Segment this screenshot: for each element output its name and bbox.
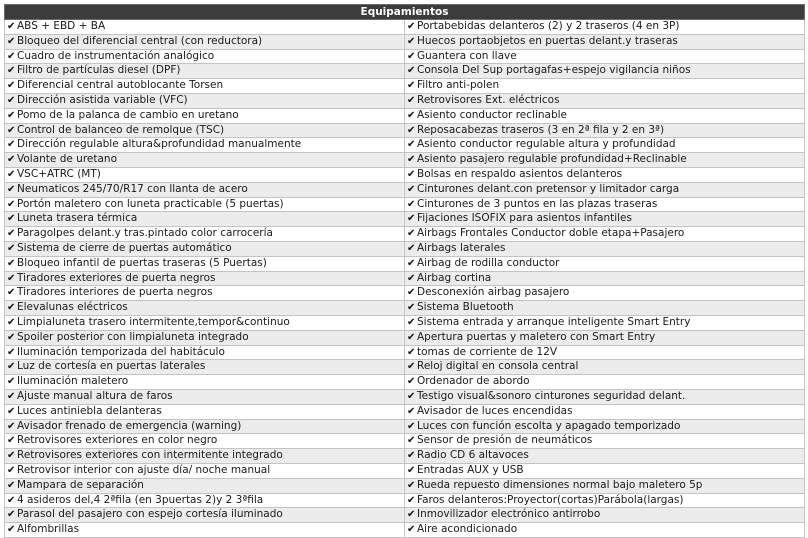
equipment-label: Filtro de partículas diesel (DPF) — [17, 64, 181, 77]
equipment-label: Retrovisor interior con ajuste día/ noche manual — [17, 463, 271, 476]
equipment-label: Cinturones delant.con pretensor y limitador carga — [417, 182, 680, 195]
equipment-label: Luces antiniebla delanteras — [17, 404, 162, 417]
equipment-label: Retrovisores Ext. eléctricos — [417, 93, 560, 106]
equipment-cell-left — [5, 79, 405, 94]
check-icon: ✔ — [7, 124, 16, 136]
equipment-label: Tiradores exteriores de puerta negros — [17, 271, 216, 284]
check-icon: ✔ — [7, 35, 16, 47]
equipment-cell-right — [405, 34, 805, 49]
equipment-cell-right — [405, 123, 805, 138]
equipment-cell-left — [5, 449, 405, 464]
check-icon: ✔ — [7, 509, 16, 521]
table-row — [5, 79, 805, 94]
equipment-cell-right — [405, 49, 805, 64]
check-icon: ✔ — [407, 287, 416, 299]
equipment-cell-right — [405, 508, 805, 523]
equipment-label: Portabebidas delanteros (2) y 2 traseros (4 en 3P) — [417, 20, 680, 32]
check-icon: ✔ — [7, 405, 16, 417]
equipment-label: Mampara de separación — [17, 478, 144, 491]
equipment-cell-right — [405, 449, 805, 464]
equipment-label: Faros delanteros:Proyector(cortas)Parábola(largas) — [417, 493, 684, 506]
equipment-label: Neumaticos 245/70/R17 con llanta de acero — [17, 182, 248, 195]
table-row — [5, 449, 805, 464]
equipment-cell-left — [5, 286, 405, 301]
equipment-cell-left — [5, 167, 405, 182]
check-icon: ✔ — [7, 21, 16, 32]
table-row — [5, 330, 805, 345]
table-row — [5, 375, 805, 390]
equipment-cell-left — [5, 478, 405, 493]
check-icon: ✔ — [407, 168, 416, 180]
equipment-label: Ordenador de abordo — [417, 375, 530, 388]
check-icon: ✔ — [7, 479, 16, 491]
equipment-cell-left — [5, 301, 405, 316]
check-icon: ✔ — [407, 228, 416, 240]
equipment-label: Bloqueo infantil de puertas traseras (5 Puertas) — [17, 256, 267, 269]
equipment-label: Parasol del pasajero con espejo cortesía iluminado — [17, 508, 283, 521]
equipment-cell-right — [405, 167, 805, 182]
equipment-cell-right — [405, 389, 805, 404]
check-icon: ✔ — [407, 494, 416, 506]
check-icon: ✔ — [7, 198, 16, 210]
table-row — [5, 123, 805, 138]
equipment-label: Paragolpes delant.y tras.pintado color carrocería — [17, 227, 273, 240]
table-header-row — [5, 5, 805, 20]
check-icon: ✔ — [7, 80, 16, 92]
equipment-cell-left — [5, 463, 405, 478]
equipment-label: Retrovisores exteriores en color negro — [17, 434, 218, 447]
check-icon: ✔ — [407, 50, 416, 62]
check-icon: ✔ — [7, 390, 16, 402]
equipment-label: Airbag cortina — [417, 271, 492, 284]
equipment-cell-right — [405, 79, 805, 94]
table-row — [5, 523, 805, 538]
table-row — [5, 301, 805, 316]
equipment-cell-right — [405, 20, 805, 35]
equipment-cell-right — [405, 375, 805, 390]
check-icon: ✔ — [407, 139, 416, 151]
equipment-label: Airbags laterales — [417, 241, 506, 254]
check-icon: ✔ — [7, 361, 16, 373]
equipment-label: Dirección asistida variable (VFC) — [17, 93, 188, 106]
table-row — [5, 508, 805, 523]
check-icon: ✔ — [407, 242, 416, 254]
table-body — [5, 20, 805, 538]
check-icon: ✔ — [407, 94, 416, 106]
equipment-cell-left — [5, 197, 405, 212]
equipment-label: Reposacabezas traseros (3 en 2ª fila y 2 en 3ª) — [417, 123, 665, 136]
equipment-cell-right — [405, 404, 805, 419]
equipment-label: Cinturones de 3 puntos en las plazas traseras — [417, 197, 658, 210]
equipment-label: Asiento conductor reclinable — [417, 108, 567, 121]
check-icon: ✔ — [7, 524, 16, 536]
check-icon: ✔ — [7, 435, 16, 447]
check-icon: ✔ — [7, 183, 16, 195]
table-row — [5, 286, 805, 301]
check-icon: ✔ — [407, 435, 416, 447]
check-icon: ✔ — [407, 213, 416, 225]
equipment-label: Elevalunas eléctricos — [17, 301, 128, 314]
equipment-label: Rueda repuesto dimensiones normal bajo maletero 5p — [417, 478, 703, 491]
check-icon: ✔ — [7, 228, 16, 240]
check-icon: ✔ — [407, 509, 416, 521]
equipment-label: Limpialuneta trasero intermitente,tempor&continuo — [17, 315, 290, 328]
table-row — [5, 227, 805, 242]
check-icon: ✔ — [407, 183, 416, 195]
equipment-label: Airbags Frontales Conductor doble etapa+Pasajero — [417, 227, 685, 240]
equipment-cell-right — [405, 182, 805, 197]
equipment-label: Testigo visual&sonoro cinturones seguridad delant. — [417, 389, 686, 402]
equipment-cell-right — [405, 478, 805, 493]
check-icon: ✔ — [7, 154, 16, 166]
check-icon: ✔ — [407, 420, 416, 432]
equipment-cell-left — [5, 64, 405, 79]
equipment-cell-left — [5, 93, 405, 108]
equipment-cell-right — [405, 286, 805, 301]
equipment-label: Reloj digital en consola central — [417, 360, 579, 373]
equipment-label: Dirección regulable altura&profundidad manualmente — [17, 138, 302, 151]
equipment-cell-right — [405, 93, 805, 108]
check-icon: ✔ — [7, 287, 16, 299]
table-row — [5, 20, 805, 35]
table-row — [5, 419, 805, 434]
check-icon: ✔ — [407, 21, 416, 32]
equipment-label: Asiento pasajero regulable profundidad+Reclinable — [417, 153, 687, 166]
equipment-label: Alfombrillas — [17, 523, 80, 536]
check-icon: ✔ — [407, 316, 416, 328]
equipment-cell-left — [5, 227, 405, 242]
equipment-cell-right — [405, 493, 805, 508]
equipment-label: Guantera con llave — [417, 49, 517, 62]
check-icon: ✔ — [7, 213, 16, 225]
equipment-cell-left — [5, 108, 405, 123]
equipment-label: Asiento conductor regulable altura y profundidad — [417, 138, 676, 151]
equipment-cell-left — [5, 345, 405, 360]
check-icon: ✔ — [407, 361, 416, 373]
equipment-cell-left — [5, 123, 405, 138]
equipment-label: Ajuste manual altura de faros — [17, 389, 173, 402]
equipment-cell-left — [5, 523, 405, 538]
table-row — [5, 241, 805, 256]
table-row — [5, 64, 805, 79]
equipment-cell-right — [405, 64, 805, 79]
equipment-cell-left — [5, 20, 405, 35]
equipment-cell-right — [405, 138, 805, 153]
table-row — [5, 108, 805, 123]
equipment-label: Airbag de rodilla conductor — [417, 256, 560, 269]
equipment-cell-left — [5, 389, 405, 404]
equipment-label: Sistema entrada y arranque inteligente Smart Entry — [417, 315, 691, 328]
equipment-cell-left — [5, 360, 405, 375]
equipment-label: Cuadro de instrumentación analógico — [17, 49, 215, 62]
check-icon: ✔ — [7, 168, 16, 180]
check-icon: ✔ — [7, 50, 16, 62]
equipment-cell-left — [5, 241, 405, 256]
equipment-label: Luz de cortesía en puertas laterales — [17, 360, 206, 373]
equipment-cell-left — [5, 404, 405, 419]
table-row — [5, 315, 805, 330]
equipment-label: tomas de corriente de 12V — [417, 345, 558, 358]
check-icon: ✔ — [7, 302, 16, 314]
check-icon: ✔ — [7, 346, 16, 358]
check-icon: ✔ — [407, 331, 416, 343]
equipment-cell-left — [5, 315, 405, 330]
table-row — [5, 463, 805, 478]
check-icon: ✔ — [7, 420, 16, 432]
equipment-label: Avisador frenado de emergencia (warning) — [17, 419, 242, 432]
equipment-label: Spoiler posterior con limpialuneta integrado — [17, 330, 249, 343]
equipment-label: VSC+ATRC (MT) — [17, 167, 101, 180]
equipment-label: Sistema de cierre de puertas automático — [17, 241, 232, 254]
table-row — [5, 389, 805, 404]
equipment-label: Radio CD 6 altavoces — [417, 449, 529, 462]
table-row — [5, 345, 805, 360]
equipment-cell-right — [405, 212, 805, 227]
equipment-cell-left — [5, 375, 405, 390]
table-row — [5, 182, 805, 197]
equipment-cell-right — [405, 315, 805, 330]
check-icon: ✔ — [407, 65, 416, 77]
equipment-label: Bolsas en respaldo asientos delanteros — [417, 167, 623, 180]
check-icon: ✔ — [7, 494, 16, 506]
equipment-label: Iluminación temporizada del habitáculo — [17, 345, 225, 358]
check-icon: ✔ — [407, 272, 416, 284]
equipment-cell-left — [5, 493, 405, 508]
equipment-label: Fijaciones ISOFIX para asientos infantiles — [417, 212, 632, 225]
equipment-cell-left — [5, 34, 405, 49]
table-row — [5, 93, 805, 108]
table-row — [5, 478, 805, 493]
equipment-label: Huecos portaobjetos en puertas delant.y traseras — [417, 34, 678, 47]
check-icon: ✔ — [407, 109, 416, 121]
equipment-cell-right — [405, 153, 805, 168]
equipment-cell-right — [405, 434, 805, 449]
table-row — [5, 34, 805, 49]
check-icon: ✔ — [407, 154, 416, 166]
equipment-cell-right — [405, 463, 805, 478]
table-row — [5, 153, 805, 168]
equipment-label: Portón maletero con luneta practicable (5 puertas) — [17, 197, 284, 210]
check-icon: ✔ — [7, 331, 16, 343]
equipment-label: Sensor de presión de neumáticos — [417, 434, 593, 447]
equipment-cell-left — [5, 419, 405, 434]
equipment-label: Entradas AUX y USB — [417, 463, 524, 476]
equipment-label: Aire acondicionado — [417, 523, 518, 536]
equipment-cell-left — [5, 434, 405, 449]
equipment-cell-left — [5, 138, 405, 153]
equipment-table-container — [4, 4, 804, 538]
equipment-cell-right — [405, 419, 805, 434]
table-row — [5, 167, 805, 182]
table-row — [5, 271, 805, 286]
check-icon: ✔ — [7, 450, 16, 462]
check-icon: ✔ — [7, 316, 16, 328]
equipment-label: Pomo de la palanca de cambio en uretano — [17, 108, 239, 121]
check-icon: ✔ — [407, 390, 416, 402]
check-icon: ✔ — [7, 272, 16, 284]
equipment-cell-left — [5, 153, 405, 168]
equipment-label: Avisador de luces encendidas — [417, 404, 573, 417]
table-row — [5, 256, 805, 271]
equipment-label: Diferencial central autoblocante Torsen — [17, 79, 224, 92]
check-icon: ✔ — [407, 346, 416, 358]
table-title: Equipamientos — [5, 5, 805, 20]
check-icon: ✔ — [407, 35, 416, 47]
equipment-cell-right — [405, 523, 805, 538]
equipment-cell-right — [405, 330, 805, 345]
check-icon: ✔ — [7, 139, 16, 151]
equipment-label: Luces con función escolta y apagado temporizado — [417, 419, 681, 432]
check-icon: ✔ — [407, 257, 416, 269]
equipment-cell-right — [405, 271, 805, 286]
check-icon: ✔ — [7, 94, 16, 106]
check-icon: ✔ — [407, 479, 416, 491]
equipment-cell-right — [405, 360, 805, 375]
equipment-cell-right — [405, 241, 805, 256]
check-icon: ✔ — [7, 464, 16, 476]
equipment-cell-right — [405, 227, 805, 242]
equipment-label: Iluminación maletero — [17, 375, 129, 388]
equipment-label: Filtro anti-polen — [417, 79, 500, 92]
equipment-label: Desconexión airbag pasajero — [417, 286, 570, 299]
check-icon: ✔ — [407, 124, 416, 136]
table-row — [5, 493, 805, 508]
check-icon: ✔ — [407, 405, 416, 417]
equipment-cell-left — [5, 256, 405, 271]
check-icon: ✔ — [407, 198, 416, 210]
equipment-cell-left — [5, 271, 405, 286]
check-icon: ✔ — [407, 376, 416, 388]
equipment-cell-right — [405, 301, 805, 316]
equipment-cell-left — [5, 508, 405, 523]
equipment-label: Retrovisores exteriores con intermitente integrado — [17, 449, 283, 462]
table-row — [5, 404, 805, 419]
equipment-cell-left — [5, 182, 405, 197]
equipment-label: Consola Del Sup portagafas+espejo vigilancia niños — [417, 64, 691, 77]
equipment-table — [4, 4, 805, 538]
equipment-label: Bloqueo del diferencial central (con reductora) — [17, 34, 263, 47]
equipment-cell-right — [405, 345, 805, 360]
check-icon: ✔ — [7, 65, 16, 77]
equipment-label: Volante de uretano — [17, 153, 118, 166]
equipment-label: Control de balanceo de remolque (TSC) — [17, 123, 225, 136]
check-icon: ✔ — [407, 302, 416, 314]
check-icon: ✔ — [7, 376, 16, 388]
table-row — [5, 197, 805, 212]
equipment-label: Sistema Bluetooth — [417, 301, 514, 314]
check-icon: ✔ — [407, 464, 416, 476]
equipment-label: Inmovilizador electrónico antirrobo — [417, 508, 601, 521]
check-icon: ✔ — [7, 109, 16, 121]
check-icon: ✔ — [407, 80, 416, 92]
equipment-cell-left — [5, 330, 405, 345]
equipment-label: ABS + EBD + BA — [17, 20, 106, 32]
table-row — [5, 360, 805, 375]
table-row — [5, 434, 805, 449]
equipment-label: Tiradores interiores de puerta negros — [17, 286, 213, 299]
equipment-label: Luneta trasera térmica — [17, 212, 138, 225]
equipment-cell-left — [5, 49, 405, 64]
check-icon: ✔ — [7, 257, 16, 269]
table-row — [5, 49, 805, 64]
equipment-label: 4 asideros del,4 2ªfila (en 3puertas 2)y 2 3ªfila — [17, 493, 264, 506]
equipment-cell-right — [405, 108, 805, 123]
equipment-label: Apertura puertas y maletero con Smart Entry — [417, 330, 656, 343]
check-icon: ✔ — [7, 242, 16, 254]
equipment-cell-right — [405, 256, 805, 271]
check-icon: ✔ — [407, 524, 416, 536]
equipment-cell-left — [5, 212, 405, 227]
check-icon: ✔ — [407, 450, 416, 462]
table-row — [5, 138, 805, 153]
equipment-cell-right — [405, 197, 805, 212]
table-row — [5, 212, 805, 227]
